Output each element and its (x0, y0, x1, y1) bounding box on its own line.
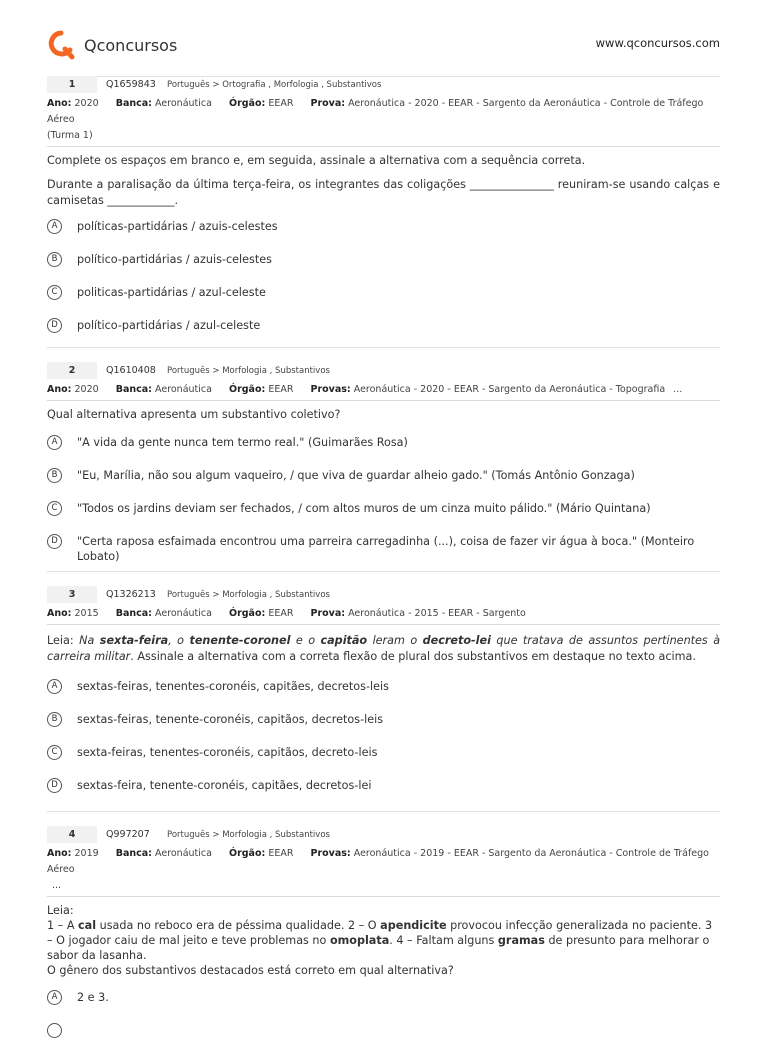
option-letter[interactable]: A (47, 219, 62, 234)
question-meta: Ano: 2020 Banca: Aeronáutica Órgão: EEAR Provas: Aeronáutica - 2020 - EEAR - Sargento da Aeronáutica - Topografia ... (47, 384, 683, 395)
exam-name: Aeronáutica - 2020 - EEAR - Sargento da Aeronáutica - Controle de Tráfego Aéreo (47, 98, 704, 125)
question-2 (47, 362, 720, 567)
option-letter-partial[interactable] (47, 1023, 62, 1038)
option-a[interactable]: A sextas-feiras, tenentes-coronéis, capitães, decretos-leis (47, 679, 720, 712)
question-subject: Português > Morfologia , Substantivos (167, 830, 330, 840)
option-letter[interactable]: C (47, 501, 62, 516)
more-exams-link[interactable]: ... (673, 384, 683, 395)
question-subject: Português > Morfologia , Substantivos (167, 590, 330, 600)
question-id[interactable]: Q997207 (106, 829, 150, 840)
options-list (47, 679, 720, 811)
option-letter[interactable]: D (47, 534, 62, 549)
option-letter[interactable]: A (47, 990, 62, 1005)
question-subject: Português > Morfologia , Substantivos (167, 366, 330, 376)
question-meta: Ano: 2019 Banca: Aeronáutica Órgão: EEAR Provas: Aeronáutica - 2019 - EEAR - Sargento da Aeronáutica - Controle de Tráfego Aéreo ... (47, 848, 709, 891)
option-a[interactable]: A "A vida da gente nunca tem termo real." (Guimarães Rosa) (47, 435, 720, 468)
option-letter[interactable]: C (47, 285, 62, 300)
option-letter[interactable]: A (47, 679, 62, 694)
option-b[interactable]: B político-partidárias / azuis-celestes (47, 252, 720, 285)
exam-name: Aeronáutica - 2020 - EEAR - Sargento da Aeronáutica - Topografia (353, 384, 666, 395)
site-url[interactable]: www.qconcursos.com (595, 36, 720, 50)
question-text: Durante a paralisação da última terça-feira, os integrantes das coligações _______________ reuniram-se usando calças e camisetas ____________. (47, 178, 720, 207)
option-letter[interactable]: A (47, 435, 62, 450)
question-number: 2 (47, 362, 97, 379)
exam-name: Aeronáutica - 2019 - EEAR - Sargento da Aeronáutica - Controle de Tráfego Aéreo (47, 848, 709, 875)
option-letter[interactable]: D (47, 778, 62, 793)
divider (47, 571, 720, 572)
question-3 (47, 586, 720, 811)
question-statement: Leia: Na sexta-feira, o tenente-coronel e o capitão leram o decreto-lei que tratava de assuntos pertinentes à carreira militar. Assinale a alternativa com a correta flexão de plural dos substantivos em destaque no texto acima. (47, 634, 721, 663)
question-meta: Ano: 2015 Banca: Aeronáutica Órgão: EEAR Prova: Aeronáutica - 2015 - EEAR - Sargento (47, 608, 526, 619)
question-id[interactable]: Q1326213 (106, 589, 156, 600)
option-b[interactable]: B sextas-feiras, tenente-coronéis, capitãos, decretos-leis (47, 712, 720, 745)
options-list (47, 990, 720, 1056)
option-letter[interactable]: B (47, 252, 62, 267)
divider (47, 811, 720, 812)
option-d[interactable]: D político-partidárias / azul-celeste (47, 318, 720, 351)
option-a[interactable]: A 2 e 3. (47, 990, 720, 1023)
question-number: 3 (47, 586, 97, 603)
page-header (47, 30, 720, 62)
option-letter[interactable]: D (47, 318, 62, 333)
options-list (47, 219, 720, 351)
exam-name: Aeronáutica - 2015 - EEAR - Sargento (348, 608, 526, 619)
question-statement: Qual alternativa apresenta um substantivo coletivo? (47, 408, 341, 421)
option-b[interactable]: B "Eu, Marília, não sou algum vaqueiro, / que viva de guardar alheio gado." (Tomás Antônio Gonzaga) (47, 468, 720, 501)
question-id[interactable]: Q1659843 (106, 79, 156, 90)
question-4 (47, 826, 720, 1056)
option-b[interactable] (47, 1023, 720, 1056)
option-letter[interactable]: C (47, 745, 62, 760)
option-a[interactable]: A políticas-partidárias / azuis-celestes (47, 219, 720, 252)
question-number: 1 (47, 76, 97, 93)
option-letter[interactable]: B (47, 468, 62, 483)
question-id[interactable]: Q1610408 (106, 365, 156, 376)
more-exams-link[interactable]: ... (52, 880, 62, 891)
option-d[interactable]: D sextas-feira, tenente-coronéis, capitães, decretos-lei (47, 778, 720, 811)
logo-text[interactable]: Qconcursos (84, 36, 178, 55)
qconcursos-logo-icon[interactable] (47, 30, 75, 60)
option-c[interactable]: C politicas-partidárias / azul-celeste (47, 285, 720, 318)
question-1 (47, 76, 720, 351)
option-c[interactable]: C sexta-feiras, tenentes-coronéis, capitãos, decreto-leis (47, 745, 720, 778)
question-statement: Complete os espaços em branco e, em seguida, assinale a alternativa com a sequência correta. (47, 154, 586, 167)
options-list (47, 435, 720, 567)
option-c[interactable]: C "Todos os jardins deviam ser fechados, / com altos muros de um cinza muito pálido." (Mário Quintana) (47, 501, 720, 534)
option-d[interactable]: D "Certa raposa esfaimada encontrou uma parreira carregadinha (...), coisa de fazer vir água à boca." (Monteiro Lobato) (47, 534, 720, 567)
question-subject: Português > Ortografia , Morfologia , Substantivos (167, 80, 382, 90)
divider (47, 347, 720, 348)
option-letter[interactable]: B (47, 712, 62, 727)
question-statement: Leia: 1 – A cal usada no reboco era de péssima qualidade. 2 – O apendicite provocou infecção generalizada no paciente. 3 – O jogador caiu de mal jeito e teve problemas no omoplata. 4 – Faltam alguns gramas de presunto para melhorar o sabor da lasanha. O gênero dos substantivos destacados está correto em qual alternativa? (47, 904, 713, 977)
question-meta: Ano: 2020 Banca: Aeronáutica Órgão: EEAR Prova: Aeronáutica - 2020 - EEAR - Sargento da Aeronáutica - Controle de Tráfego Aéreo (Turma 1) (47, 98, 704, 141)
question-number: 4 (47, 826, 97, 843)
